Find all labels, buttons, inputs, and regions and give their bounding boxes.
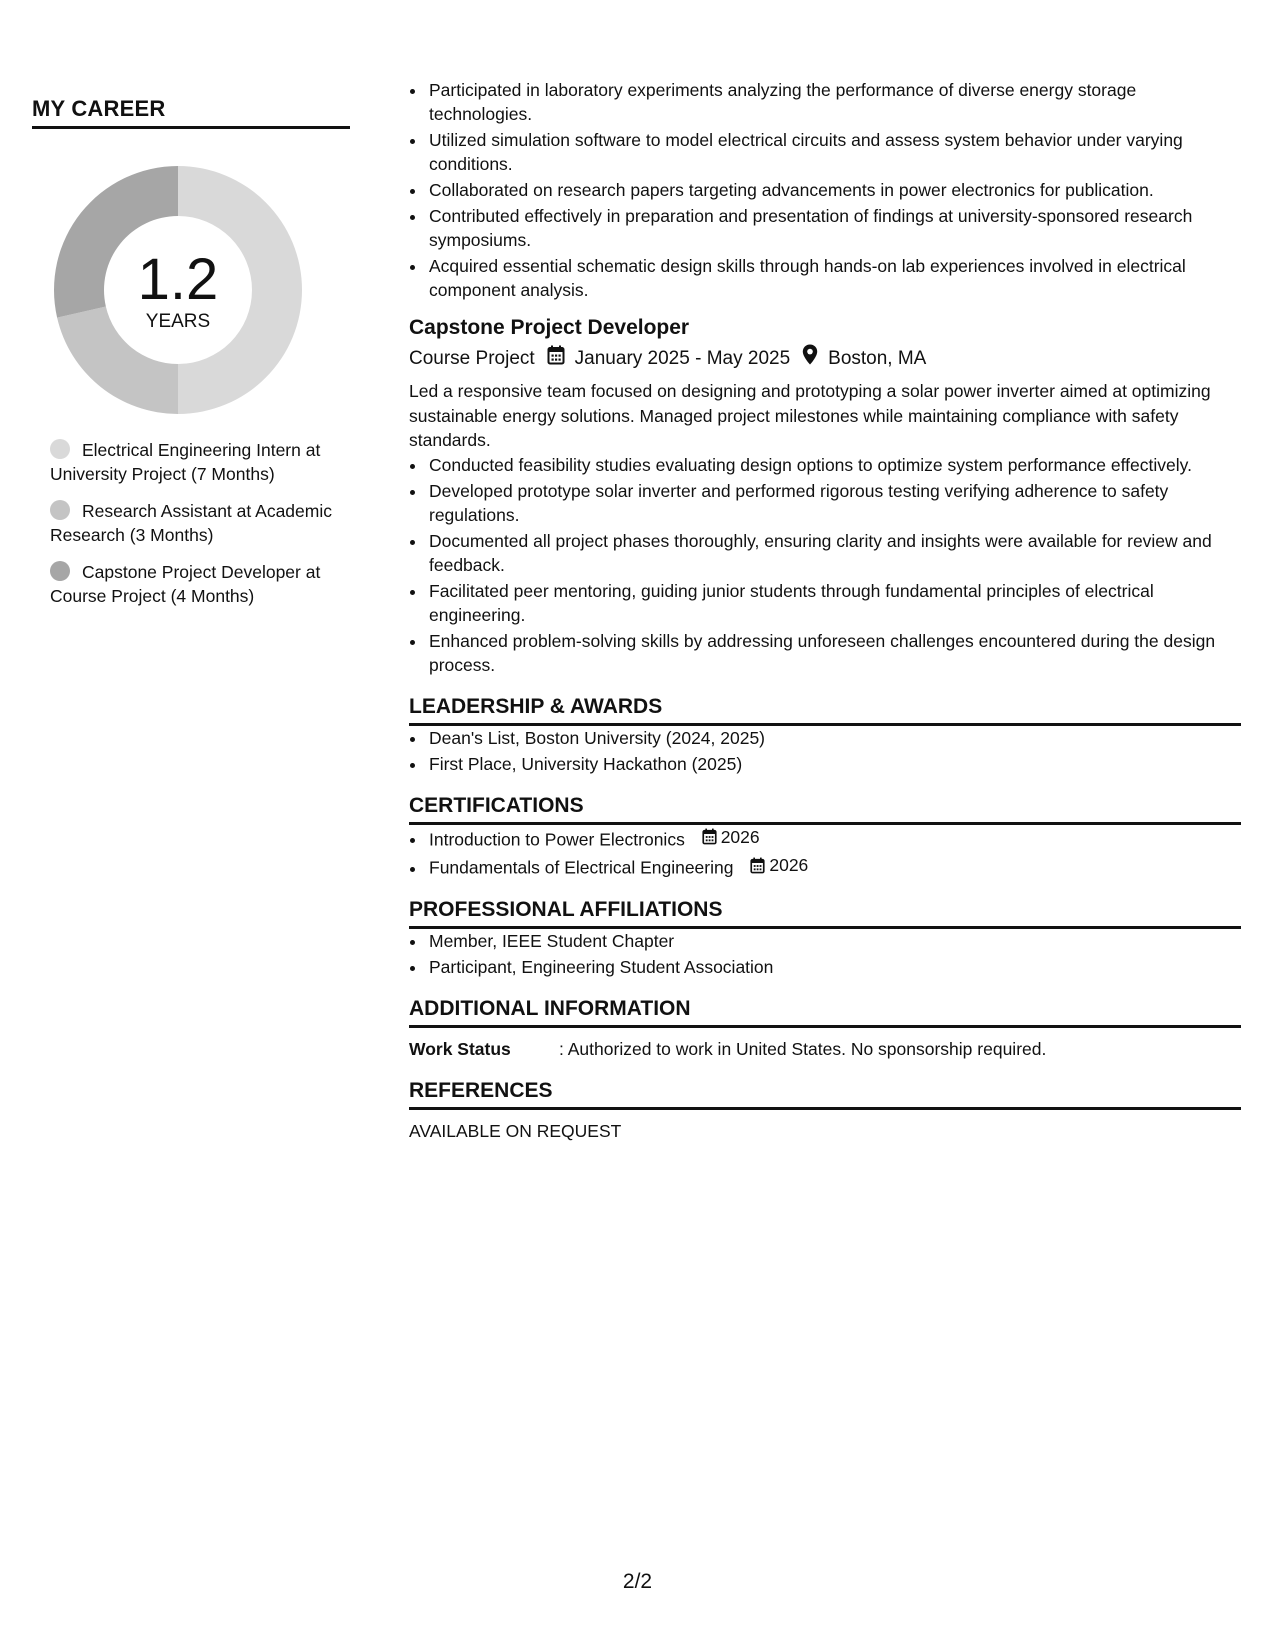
certifications-list (409, 825, 1241, 880)
career-sidebar (32, 96, 350, 606)
calendar-icon (750, 857, 765, 874)
certification-year: 2026 (720, 826, 760, 847)
legend-label: Electrical Engineering Intern at University Project (7 Months) (50, 440, 321, 484)
calendar-icon (547, 345, 565, 373)
list-item: • Member, IEEE Student Chapter (427, 929, 1241, 953)
job-summary: Led a responsive team focused on designing and prototyping a solar power inverter aimed at optimizing sustainable energy solutions. Managed project milestones while maintaining compliance with safety standards. (409, 381, 1211, 450)
list-item: • Facilitated peer mentoring, guiding junior students through fundamental principles of electrical engineering. (427, 579, 1241, 627)
references-text: AVAILABLE ON REQUEST (409, 1120, 622, 1141)
work-status-row (409, 1037, 1241, 1061)
section-title-certifications: CERTIFICATIONS (409, 794, 1241, 825)
certification-name: Introduction to Power Electronics (429, 829, 685, 849)
certification-date (750, 853, 808, 877)
certification-year: 2026 (769, 855, 809, 875)
list-item: • Participated in laboratory experiments analyzing the performance of diverse energy storage technologies. (427, 78, 1241, 126)
section-title-affiliations: PROFESSIONAL AFFILIATIONS (409, 898, 1241, 929)
legend-swatch (50, 561, 70, 581)
capstone-bullets (409, 453, 1241, 677)
list-item: • Dean's List, Boston University (2024, 2025) (427, 726, 1241, 750)
affiliations-list (409, 929, 1241, 979)
list-item: • Participant, Engineering Student Association (427, 955, 1241, 979)
job-organization: Course Project (409, 347, 535, 369)
legend-swatch (50, 439, 70, 459)
section-title-references: REFERENCES (409, 1079, 1241, 1110)
legend-item (50, 560, 350, 608)
legend-label: Research Assistant at Academic Research (3 Months) (50, 501, 332, 545)
certification-date (702, 825, 760, 849)
legend-item (50, 499, 350, 547)
job-title: Capstone Project Developer (409, 316, 690, 339)
legend-label: Capstone Project Developer at Course Project (4 Months) (50, 562, 321, 606)
page-number: 2/2 (622, 1570, 653, 1593)
career-title: MY CAREER (32, 96, 350, 129)
job-meta (409, 344, 1241, 373)
section-title-additional: ADDITIONAL INFORMATION (409, 997, 1241, 1028)
list-item: • Enhanced problem-solving skills by addressing unforeseen challenges encountered during the design process. (427, 629, 1241, 677)
list-item: • Conducted feasibility studies evaluating design options to optimize system performance effectively. (427, 453, 1241, 477)
career-total-value: 1.2 (137, 247, 219, 312)
career-legend (50, 438, 350, 621)
work-status-value: : Authorized to work in United States. No sponsorship required. (559, 1038, 1047, 1059)
list-item: • Acquired essential schematic design skills through hands-on lab experiences involved in electrical component analysis. (427, 254, 1241, 302)
job-location: Boston, MA (828, 347, 927, 369)
donut-center (54, 166, 302, 414)
list-item: • First Place, University Hackathon (2025) (427, 752, 1241, 776)
job-dates: January 2025 - May 2025 (574, 347, 791, 369)
section-title-leadership: LEADERSHIP & AWARDS (409, 695, 1241, 726)
work-status-label: Work Status (409, 1038, 511, 1059)
list-item: • Documented all project phases thoroughly, ensuring clarity and insights were available for review and feedback. (427, 529, 1241, 577)
leadership-list (409, 726, 1241, 776)
list-item (427, 853, 1241, 880)
map-pin-icon (802, 344, 818, 373)
calendar-icon (702, 828, 717, 845)
list-item: • Developed prototype solar inverter and performed rigorous testing verifying adherence to safety regulations. (427, 479, 1241, 527)
main-content (409, 78, 1241, 1143)
list-item (427, 825, 1241, 852)
career-total-unit: YEARS (145, 311, 211, 332)
certification-name: Fundamentals of Electrical Engineering (429, 857, 734, 878)
list-item: • Contributed effectively in preparation and presentation of findings at university-sponsored research symposiums. (427, 204, 1241, 252)
list-item: • Collaborated on research papers targeting advancements in power electronics for publication. (427, 178, 1241, 202)
legend-item (50, 438, 350, 486)
legend-swatch (50, 500, 70, 520)
previous-job-bullets (409, 78, 1241, 302)
list-item: • Utilized simulation software to model electrical circuits and assess system behavior under varying conditions. (427, 128, 1241, 176)
